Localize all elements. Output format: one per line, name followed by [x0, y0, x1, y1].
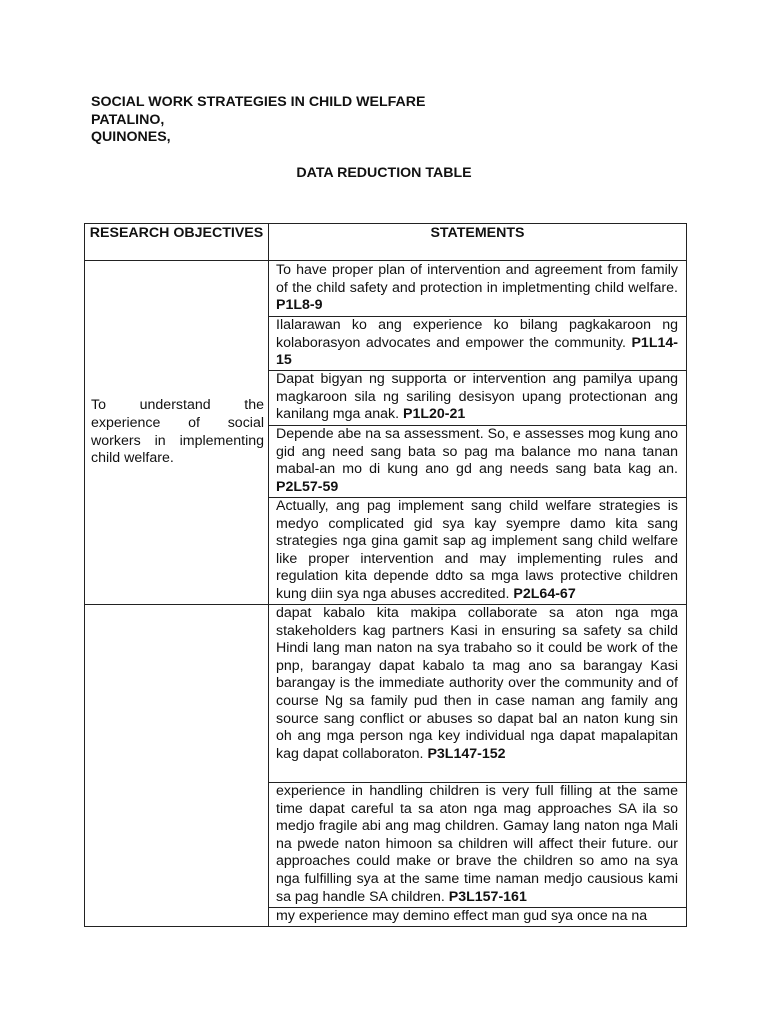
table-title: DATA REDUCTION TABLE — [296, 165, 472, 181]
statement-ref: P3L147-152 — [427, 745, 506, 762]
statement-cell — [269, 783, 687, 908]
statement-cell — [269, 498, 687, 605]
table-header-row — [85, 224, 687, 261]
statement-text: Ilalarawan ko ang experience ko bilang pagkakaroon ng kolaborasyon advocates and empower the community. — [276, 317, 678, 351]
statement-ref: P2L57-59 — [276, 478, 339, 495]
statement-ref: P1L20-21 — [402, 406, 466, 423]
statement-cell — [269, 371, 687, 426]
statement-text: Depende abe na sa assessment. So, e assesses mog kung ano gid ang need sang bata so pag ma balance mo nana tanan mabal-an mo di kung ano gd ang needs sang bata kag an. — [276, 426, 678, 478]
header-research-objectives: RESEARCH OBJECTIVES — [85, 224, 269, 261]
table-row — [85, 605, 687, 783]
statement-text: Actually, ang pag implement sang child welfare strategies is medyo complicated gid sya kay syempre damo kita sang strategies nga gina gamit sap ag implement sang child welfare like proper intervention and may implementing rules and regulation kita depende ddto sa mga laws protective children kung diin sya nga abuses accredited. — [276, 498, 678, 602]
header-statements: STATEMENTS — [269, 224, 687, 261]
statement-cell — [269, 908, 687, 927]
statement-text: experience in handling children is very full filling at the same time dapat careful ta sa aton nga mag approaches SA ila so medjo fragile abi ang mag children. Gamay lang naton nga Mali na pwede naton himoon sa children will affect their future. our approaches could make or brave the children so amo na sya nga fulfilling sya at the same time naman medjo causious kami sa pag handle SA children. — [276, 783, 678, 905]
header-study-title: SOCIAL WORK STRATEGIES IN CHILD WELFARE — [91, 94, 426, 110]
statement-text: Dapat bigyan ng supporta or intervention ang pamilya upang magkaroon sila ng sariling desisyon upang protectionan ang kanilang mga anak. — [276, 371, 678, 423]
statement-text: To have proper plan of intervention and agreement from family of the child safety and protection in impletmenting child welfare. — [276, 262, 678, 296]
header-author-1: PATALINO, — [91, 111, 165, 128]
statement-cell — [269, 261, 687, 317]
statement-cell — [269, 317, 687, 371]
statement-ref: P1L14-15 — [276, 334, 678, 369]
header-author-2: QUINONES, — [91, 129, 171, 146]
statement-text: dapat kabalo kita makipa collaborate sa aton nga mga stakeholders kag partners Kasi in ensuring sa safety sa child Hindi lang man naton na sya trabaho so it could be work of the pnp, barangay dapat kabalo ta mag ano sa barangay Kasi barangay is the immediate authority over the community and of course Ng sa family pud then in case naman ang family ang source sang conflict or abuses so dapat bal an naton kung sin oh ang mga person nga key individual nga dapat mapalapitan kag dapat collaboraton. — [276, 605, 678, 762]
data-reduction-table — [84, 223, 687, 927]
statement-cell — [269, 426, 687, 498]
statement-ref: P3L157-161 — [448, 888, 527, 905]
empty-objective-cell — [85, 605, 269, 927]
statement-text: my experience may demino effect man gud sya once na na — [276, 908, 648, 924]
research-objective-cell: To understand the experience of social workers in implementing child welfare. — [85, 261, 269, 605]
table-row — [85, 261, 687, 317]
document-header — [91, 94, 425, 147]
statement-cell — [269, 605, 687, 783]
statement-ref: P2L64-67 — [513, 585, 576, 602]
statement-ref: P1L8-9 — [276, 297, 323, 314]
